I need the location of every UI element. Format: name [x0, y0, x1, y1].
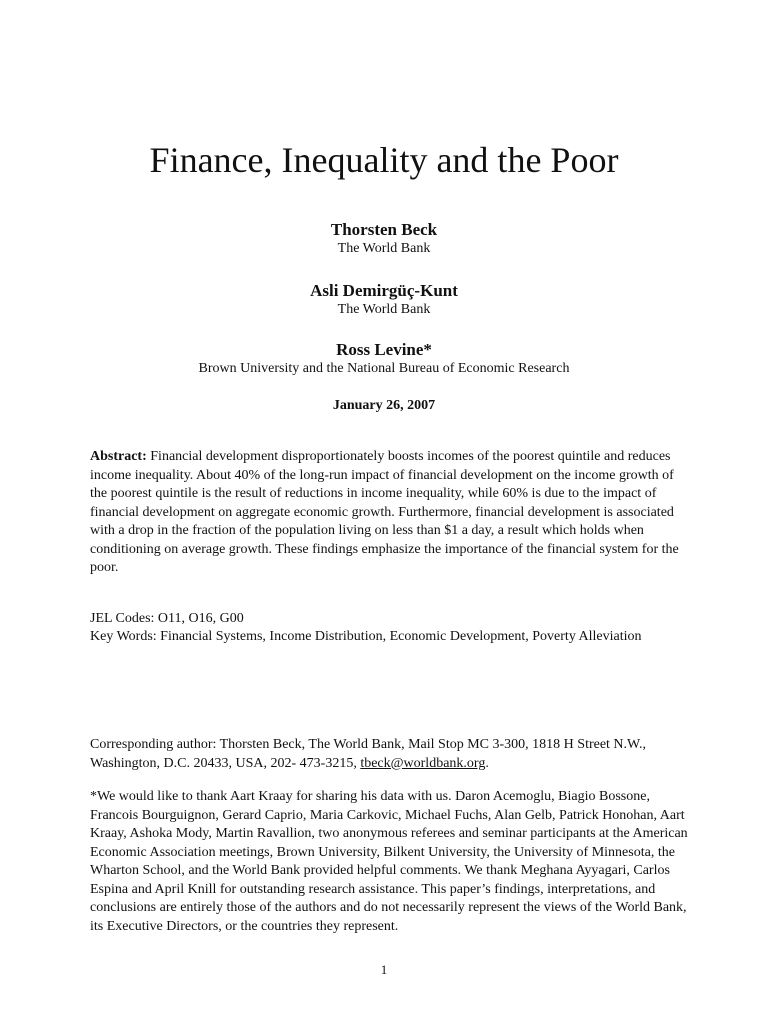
jel-codes: JEL Codes: O11, O16, G00	[90, 611, 244, 626]
paper-title: Finance, Inequality and the Poor	[149, 140, 619, 180]
key-words: Key Words: Financial Systems, Income Distribution, Economic Development, Poverty Alleviation	[90, 629, 642, 644]
author-affiliation: The World Bank	[337, 241, 431, 256]
page-number: 1	[380, 962, 388, 977]
abstract-text: Financial development disproportionately boosts incomes of the poorest quintile and reduces income inequality. About 40% of the long-run impact of financial development on the income growth of the poorest quintile is the result of reductions in income inequality, while 60% is due to the impact of financial development on aggregate economic growth. Furthermore, financial development is associated with a drop in the fraction of the population living on less than $1 a day, a result which holds when conditioning on average growth. These findings emphasize the importance of the financial system for the poor.	[90, 449, 679, 575]
author-affiliation: Brown University and the National Bureau of Economic Research	[198, 361, 570, 376]
corresponding-author-text: Corresponding author: Thorsten Beck, The World Bank, Mail Stop MC 3-300, 1818 H Street N.W., Washington, D.C. 20433, USA, 202- 473-3215,	[90, 737, 646, 771]
abstract-label: Abstract:	[90, 449, 147, 464]
author-2	[0, 281, 768, 319]
corresponding-author	[90, 736, 690, 773]
acknowledgments: *We would like to thank Aart Kraay for sharing his data with us. Daron Acemoglu, Biagio Bossone, Francois Bourguignon, Gerard Caprio, Maria Carkovic, Michael Fuchs, Alan Gelb, Patrick Honohan, Aart Kraay, Ashoka Mody, Martin Ravallion, two anonymous referees and seminar participants at the American Economic Association meetings, Brown University, Bilkent University, the University of Minnesota, the Wharton School, and the World Bank provided helpful comments. We thank Meghana Ayyagari, Carlos Espina and April Knill for outstanding research assistance. This paper’s findings, interpretations, and conclusions are entirely those of the authors and do not necessarily represent the views of the World Bank, its Executive Directors, or the countries they represent.	[90, 789, 688, 934]
author-name: Thorsten Beck	[330, 220, 438, 239]
author-3	[0, 340, 768, 378]
author-affiliation: The World Bank	[337, 302, 431, 317]
author-name: Ross Levine*	[336, 340, 432, 359]
corresponding-author-end: .	[485, 755, 489, 771]
abstract	[90, 448, 690, 578]
author-name: Asli Demirgüç-Kunt	[310, 281, 458, 300]
paper-date: January 26, 2007	[332, 398, 436, 413]
email-link[interactable]: tbeck@worldbank.org	[360, 755, 486, 771]
author-1	[0, 220, 768, 258]
